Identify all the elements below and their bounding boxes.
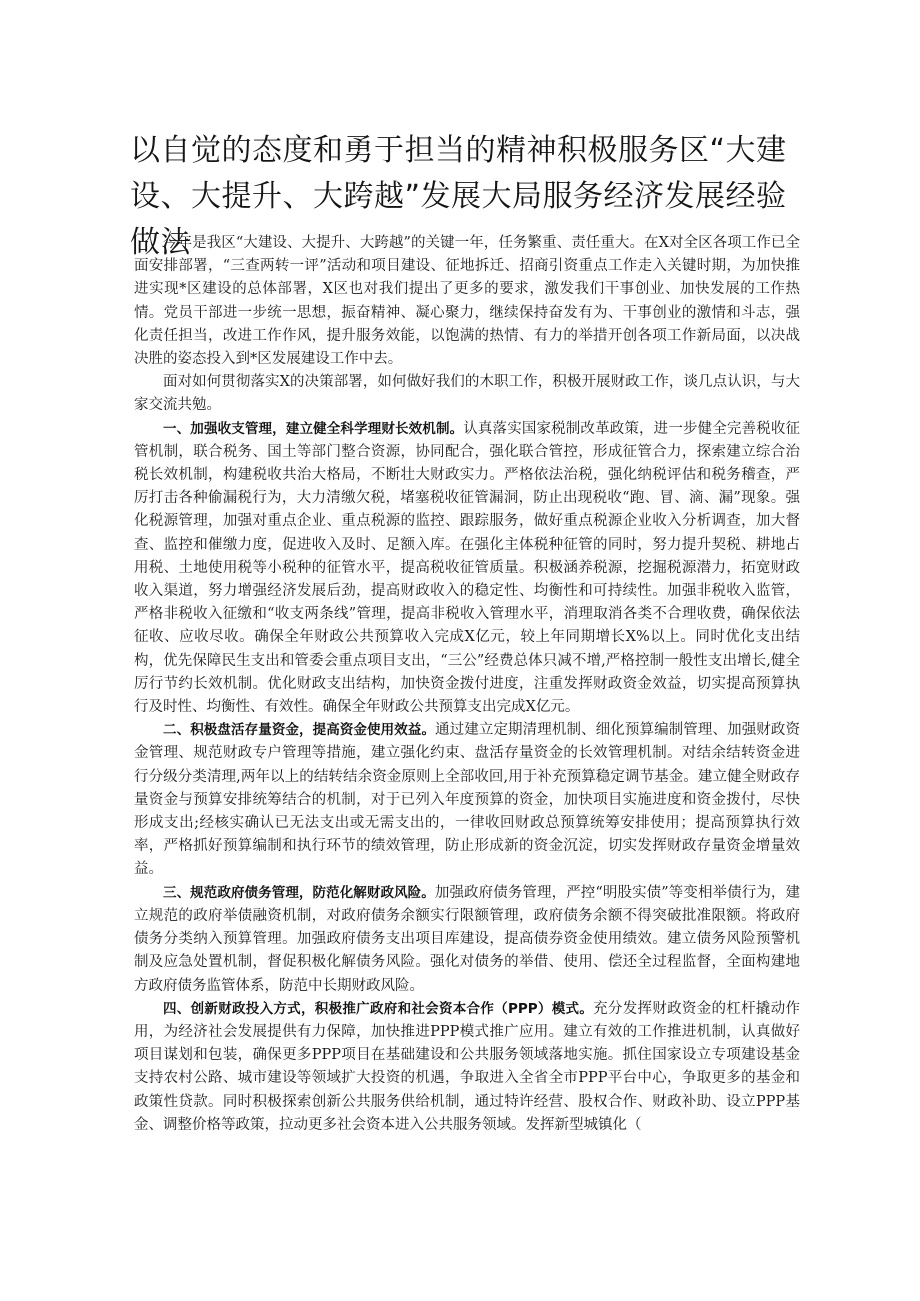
section-heading: 四、创新财政投入方式，积极推广政府和社会资本合作（PPP）模式。 xyxy=(163,1000,594,1017)
section-text: 认真落实国家税制改革政策，进一步健全完善税收征管机制，联合税务、国土等部门整合资源，协同配合，强化联合管控，形成征管合力，探索建立综合治税长效机制，构建税收共治大格局，不断壮大财政实力。严格依法治税，强化纳税评估和税务稽查，严厉打击各种偷漏税行为，大力清缴欠税，堵塞税收征管漏洞，防止出现税收“跑、冒、滴、漏”现象。强化税源管理，加强对重点企业、重点税源的监控、跟踪服务，做好重点税源企业收入分析调查，加大督查、监控和催缴力度，促进收入及时、足额入库。在强化主体税种征管的同时，努力提升契税、耕地占用税、土地使用税等小税种的征管水平，提高税收征管质量。积极涵养税源，挖掘税源潜力，拓宽财政收入渠道，努力增强经济发展后劲，提高财政收入的稳定性、均衡性和可持续性。加强非税收入监管，严格非税收入征缴和“收支两条线”管理，提高非税收入管理水平，消理取消各类不合理收费，确保依法征收、应收尽收。确保全年财政公共预算收入完成X亿元，较上年同期增长X%以上。同时优化支出结构，优先保障民生支出和管委会重点项目支出，“三公”经费总体只减不增,严格控制一般性支出增长,健全厉行节约长效机制。优化财政支出结构，加快资金拨付进度，注重发挥财政资金效益，切实提高预算执行及时性、均衡性、有效性。确保全年财政公共预算支出完成X亿元。 xyxy=(134,420,800,716)
section-heading: 一、加强收支管理，建立健全科学理财长效机制。 xyxy=(163,420,464,437)
section-paragraph-3 xyxy=(134,882,800,998)
section-text: 充分发挥财政资金的杠杆撬动作用，为经济社会发展提供有力保障，加快推进PPP模式推广应用。建立有效的工作推进机制，认真做好项目谋划和包装，确保更多PPP项目在基础建设和公共服务领域落地实施。抓住国家设立专项建设基金支持农村公路、城市建设等领域扩大投资的机遇，争取进入全省全市PPP平台中心，争取更多的基金和政策性贷款。同时积极探索创新公共服务供给机制，通过特许经营、股权合作、财政补助、设立PPP基金、调整价格等政策，拉动更多社会资本进入公共服务领域。发挥新型城镇化（ xyxy=(134,1000,800,1133)
section-paragraph-1 xyxy=(134,418,800,720)
intro-paragraph: 面对如何贯彻落实X的决策部署，如何做好我们的木职工作，积极开展财政工作，谈几点认识，与大家交流共勉。 xyxy=(134,374,800,414)
section-heading: 二、积极盘活存量资金，提高资金使用效益。 xyxy=(163,722,436,739)
intro-paragraph: 今年是我区“大建设、大提升、大跨越”的关键一年，任务繁重、责任重大。在X对全区各项工作已全面安排部署，“三查两转一评”活动和项目建设、征地拆迁、招商引资重点工作走入关键时期，为加快推进实现*区建设的总体部署，X区也对我们提出了更多的要求，激发我们干事创业、加快发展的工作热情。党员干部进一步统一思想，振奋精神、凝心聚力，继续保持奋发有为、干事创业的激情和斗志，强化责任担当，改进工作作风，提升服务效能，以饱满的热情、有力的举措开创各项工作新局面，以决战决胜的姿态投入到*区发展建设工作中去。 xyxy=(134,235,800,368)
section-paragraph-4 xyxy=(134,998,800,1137)
section-text: 加强政府债务管理，严控“明股实债”等变相举债行为，建立规范的政府举债融资机制，对政府债务余额实行限额管理，政府债务余额不得突破批准限额。将政府债务分类纳入预算管理。加强政府债务支出项目库建设，提高债券资金使用绩效。建立债务风险预警机制及应急处置机制，督促积极化解债务风险。强化对债务的举借、使用、偿还全过程监督，全面构建地方政府债务监管体系，防范中长期财政风险。 xyxy=(134,884,801,994)
document-title: 以自觉的态度和勇于担当的精神积极服务区“大建设、大提升、大跨越”发展大局服务经济发展经验做法 xyxy=(130,133,787,260)
section-text: 通过建立定期清理机制、细化预算编制管理、加强财政资金管理、规范财政专户管理等措施，建立强化约束、盘活存量资金的长效管理机制。对结余结转资金进行分级分类清理,两年以上的结转结余资金原则上全部收回,用于补充预算稳定调节基金。建立健全财政存量资金与预算安排统筹结合的机制，对于已列入年度预算的资金，加快项目实施进度和资金拨付，尽快形成支出;经核实确认已无法支出或无需支出的，一律收回财政总预算统筹安排使用；提高预算执行效率，严格抓好预算编制和执行环节的绩效管理，防止形成新的资金沉淀，切实发挥财政存量资金增量效益。 xyxy=(134,722,800,878)
section-heading: 三、规范政府债务管理，防范化解财政风险。 xyxy=(163,884,435,901)
document-body xyxy=(134,232,800,1137)
section-paragraph-2 xyxy=(134,719,800,881)
